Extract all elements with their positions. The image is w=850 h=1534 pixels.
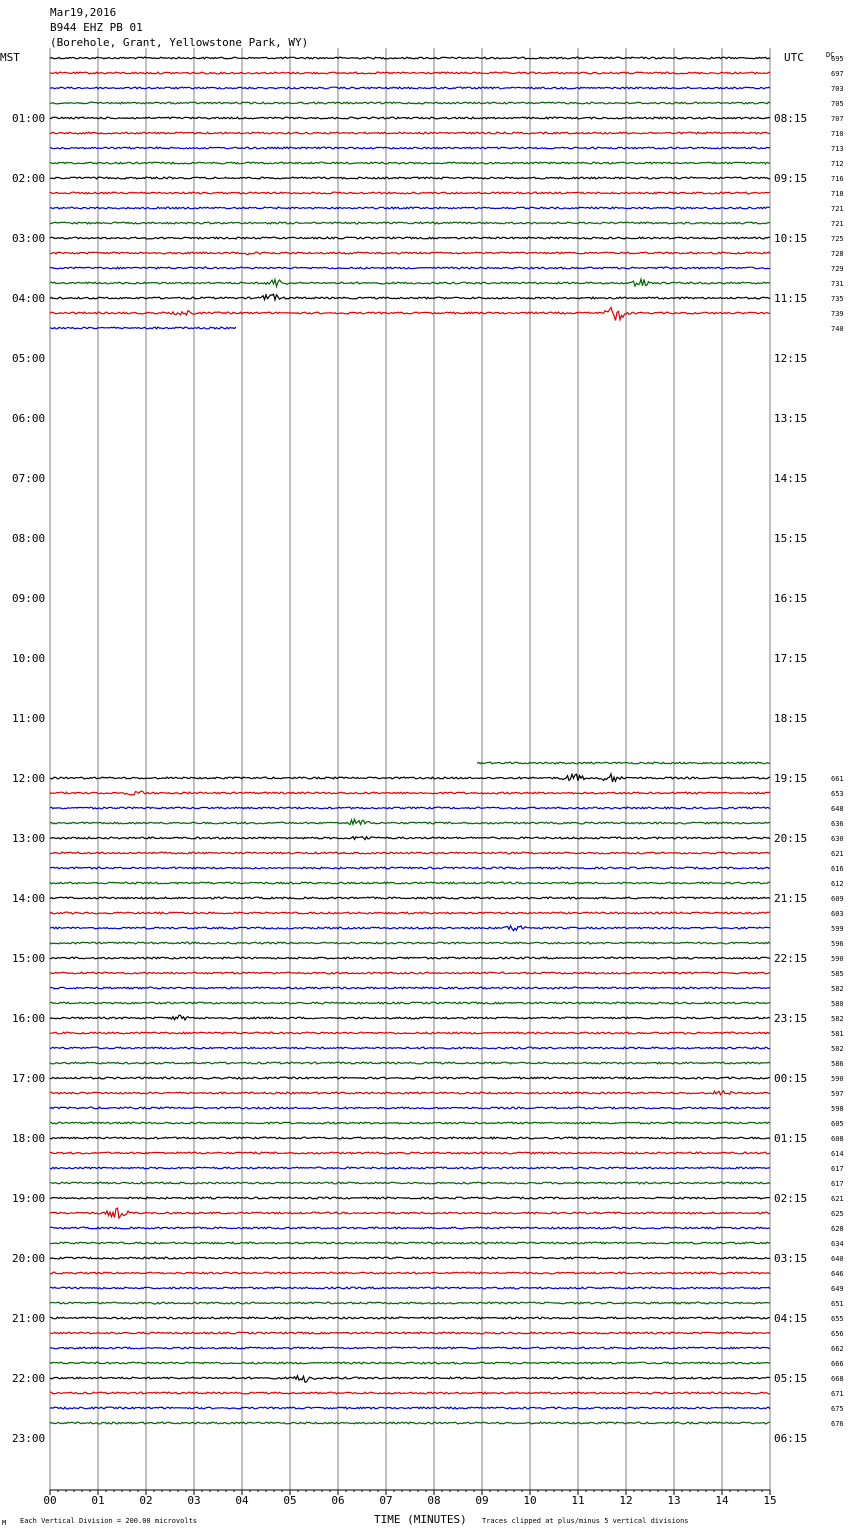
dc-offset-label: 716 xyxy=(831,175,844,183)
hour-label-mst: 06:00 xyxy=(12,412,46,425)
dc-offset-label: 617 xyxy=(831,1180,844,1188)
seismic-trace xyxy=(50,897,770,899)
dc-offset-label: 728 xyxy=(831,250,844,258)
dc-offset-label: 707 xyxy=(831,115,844,123)
seismic-trace xyxy=(50,327,236,329)
dc-offset-label: 621 xyxy=(831,850,844,858)
seismic-trace xyxy=(50,177,770,179)
dc-offset-label: 712 xyxy=(831,160,844,168)
seismic-trace xyxy=(50,267,770,269)
dc-offset-label: 648 xyxy=(831,805,844,813)
seismic-trace xyxy=(50,162,770,164)
dc-offset-label: 597 xyxy=(831,1090,844,1098)
seismic-trace xyxy=(50,867,770,869)
dc-offset-label: 705 xyxy=(831,100,844,108)
seismic-trace xyxy=(50,912,770,914)
seismic-trace xyxy=(50,1047,770,1049)
hour-label-utc: 19:15 xyxy=(774,772,808,785)
seismic-trace xyxy=(50,1227,770,1229)
hour-label-utc: 16:15 xyxy=(774,592,808,605)
x-tick-label: 03 xyxy=(187,1494,201,1507)
label-layer xyxy=(12,55,844,1507)
seismic-trace xyxy=(50,882,770,884)
dc-offset-label: 590 xyxy=(831,955,844,963)
hour-label-mst: 16:00 xyxy=(12,1012,46,1025)
dc-offset-label: 616 xyxy=(831,865,844,873)
hour-label-mst: 15:00 xyxy=(12,952,46,965)
dc-offset-label: 625 xyxy=(831,1210,844,1218)
dc-offset-label: 649 xyxy=(831,1285,844,1293)
header-station: B944 EHZ PB 01 xyxy=(50,21,143,34)
hour-label-mst: 11:00 xyxy=(12,712,46,725)
x-tick-label: 01 xyxy=(91,1494,105,1507)
dc-offset-label: 671 xyxy=(831,1390,844,1398)
trace-layer xyxy=(50,57,770,1424)
hour-label-utc: 01:15 xyxy=(774,1132,808,1145)
seismic-trace xyxy=(50,192,770,194)
dc-offset-label: 703 xyxy=(831,85,844,93)
dc-offset-label: 646 xyxy=(831,1270,844,1278)
dc-offset-label: 640 xyxy=(831,1255,844,1263)
dc-offset-label: 731 xyxy=(831,280,844,288)
hour-label-utc: 15:15 xyxy=(774,532,808,545)
dc-offset-label: 697 xyxy=(831,70,844,78)
hour-label-mst: 13:00 xyxy=(12,832,46,845)
seismic-trace xyxy=(50,147,770,149)
seismic-trace xyxy=(477,762,770,764)
seismic-trace xyxy=(50,57,770,59)
hour-label-mst: 07:00 xyxy=(12,472,46,485)
dc-offset-label: 718 xyxy=(831,190,844,198)
seismic-trace xyxy=(50,279,770,286)
hour-label-mst: 19:00 xyxy=(12,1192,46,1205)
hour-label-mst: 14:00 xyxy=(12,892,46,905)
scale-note: Each Vertical Division = 200.00 microvolts xyxy=(20,1517,198,1525)
seismic-trace xyxy=(50,294,770,300)
dc-offset-label: 710 xyxy=(831,130,844,138)
seismic-trace xyxy=(50,1137,770,1139)
seismic-trace xyxy=(50,102,770,104)
dc-offset-label: 628 xyxy=(831,1225,844,1233)
seismic-trace xyxy=(50,852,770,854)
x-tick-label: 13 xyxy=(667,1494,681,1507)
hour-label-utc: 13:15 xyxy=(774,412,808,425)
seismic-trace xyxy=(50,1091,770,1095)
hour-label-utc: 17:15 xyxy=(774,652,808,665)
x-tick-label: 04 xyxy=(235,1494,249,1507)
seismic-trace xyxy=(50,1287,770,1289)
dc-offset-label: 725 xyxy=(831,235,844,243)
seismic-trace xyxy=(50,1167,770,1169)
hour-label-mst: 18:00 xyxy=(12,1132,46,1145)
left-zone-label: MST xyxy=(0,51,20,64)
dc-offset-label: 582 xyxy=(831,1015,844,1023)
seismic-trace xyxy=(50,1362,770,1364)
x-tick-label: 06 xyxy=(331,1494,345,1507)
minute-grid xyxy=(50,48,770,1495)
hour-label-mst: 20:00 xyxy=(12,1252,46,1265)
dc-offset-label: 612 xyxy=(831,880,844,888)
hour-label-utc: 23:15 xyxy=(774,1012,808,1025)
dc-offset-label: 581 xyxy=(831,1030,844,1038)
hour-label-utc: 18:15 xyxy=(774,712,808,725)
dc-offset-label: 676 xyxy=(831,1420,844,1428)
seismic-trace xyxy=(50,72,770,74)
dc-offset-label: 609 xyxy=(831,895,844,903)
seismic-trace xyxy=(50,942,770,944)
right-zone-label: UTC xyxy=(784,51,804,64)
hour-label-utc: 10:15 xyxy=(774,232,808,245)
seismic-trace xyxy=(50,774,770,782)
hour-label-utc: 20:15 xyxy=(774,832,808,845)
hour-label-mst: 21:00 xyxy=(12,1312,46,1325)
dc-offset-label: 721 xyxy=(831,220,844,228)
hour-label-utc: 02:15 xyxy=(774,1192,808,1205)
hour-label-mst: 12:00 xyxy=(12,772,46,785)
dc-offset-label: 621 xyxy=(831,1195,844,1203)
hour-label-mst: 22:00 xyxy=(12,1372,46,1385)
dc-offset-label: 662 xyxy=(831,1345,844,1353)
hour-label-utc: 06:15 xyxy=(774,1432,808,1445)
hour-label-mst: 02:00 xyxy=(12,172,46,185)
seismic-trace xyxy=(50,926,770,931)
dc-offset-label: 634 xyxy=(831,1240,844,1248)
seismic-trace xyxy=(50,1332,770,1334)
x-tick-label: 08 xyxy=(427,1494,441,1507)
x-tick-label: 09 xyxy=(475,1494,489,1507)
dc-offset-label: 605 xyxy=(831,1120,844,1128)
seismic-trace xyxy=(50,1197,770,1199)
seismic-trace xyxy=(50,87,770,89)
x-tick-label: 02 xyxy=(139,1494,153,1507)
dc-offset-label: 713 xyxy=(831,145,844,153)
x-axis-label: TIME (MINUTES) xyxy=(374,1513,467,1526)
seismic-trace xyxy=(50,1242,770,1244)
dc-offset-label: 586 xyxy=(831,1060,844,1068)
hour-label-utc: 04:15 xyxy=(774,1312,808,1325)
seismic-trace xyxy=(50,1376,770,1382)
seismic-trace xyxy=(50,1077,770,1079)
seismic-trace xyxy=(50,1272,770,1274)
hour-label-mst: 03:00 xyxy=(12,232,46,245)
seismic-trace xyxy=(50,1347,770,1349)
corner-mark: M xyxy=(2,1519,7,1527)
hour-label-utc: 12:15 xyxy=(774,352,808,365)
seismic-trace xyxy=(50,1422,770,1424)
dc-label: DC xyxy=(826,51,835,59)
seismic-trace xyxy=(50,807,770,809)
seismic-trace xyxy=(50,1208,770,1218)
seismic-trace xyxy=(50,1107,770,1109)
seismic-trace xyxy=(50,117,770,119)
header-location: (Borehole, Grant, Yellowstone Park, WY) xyxy=(50,36,309,49)
dc-offset-label: 739 xyxy=(831,310,844,318)
dc-offset-label: 603 xyxy=(831,910,844,918)
x-tick-label: 11 xyxy=(571,1494,585,1507)
seismic-trace xyxy=(50,222,770,224)
dc-offset-label: 729 xyxy=(831,265,844,273)
hour-label-utc: 09:15 xyxy=(774,172,808,185)
dc-offset-label: 598 xyxy=(831,1105,844,1113)
dc-offset-label: 585 xyxy=(831,970,844,978)
hour-label-mst: 09:00 xyxy=(12,592,46,605)
seismic-trace xyxy=(50,1062,770,1064)
dc-offset-label: 590 xyxy=(831,1075,844,1083)
seismic-trace xyxy=(50,1182,770,1184)
dc-offset-label: 630 xyxy=(831,835,844,843)
x-tick-label: 12 xyxy=(619,1494,633,1507)
x-tick-label: 00 xyxy=(43,1494,57,1507)
dc-offset-label: 655 xyxy=(831,1315,844,1323)
dc-offset-label: 661 xyxy=(831,775,844,783)
dc-offset-label: 656 xyxy=(831,1330,844,1338)
dc-offset-label: 735 xyxy=(831,295,844,303)
hour-label-utc: 22:15 xyxy=(774,952,808,965)
hour-label-mst: 10:00 xyxy=(12,652,46,665)
seismic-trace xyxy=(50,1002,770,1004)
seismic-trace xyxy=(50,819,770,824)
hour-label-utc: 08:15 xyxy=(774,112,808,125)
seismic-trace xyxy=(50,132,770,134)
hour-label-utc: 03:15 xyxy=(774,1252,808,1265)
x-tick-label: 15 xyxy=(763,1494,777,1507)
dc-offset-label: 721 xyxy=(831,205,844,213)
seismic-trace xyxy=(50,1317,770,1319)
hour-label-utc: 21:15 xyxy=(774,892,808,905)
dc-offset-label: 582 xyxy=(831,985,844,993)
hour-label-mst: 04:00 xyxy=(12,292,46,305)
seismic-trace xyxy=(50,207,770,209)
clip-note: Traces clipped at plus/minus 5 vertical divisions xyxy=(482,1517,689,1525)
dc-offset-label: 608 xyxy=(831,1135,844,1143)
dc-offset-label: 666 xyxy=(831,1360,844,1368)
seismic-trace xyxy=(50,837,770,840)
seismic-trace xyxy=(50,1122,770,1124)
dc-offset-label: 596 xyxy=(831,940,844,948)
x-tick-label: 14 xyxy=(715,1494,729,1507)
seismic-trace xyxy=(50,791,770,795)
hour-label-utc: 14:15 xyxy=(774,472,808,485)
seismic-trace xyxy=(50,308,770,321)
dc-offset-label: 668 xyxy=(831,1375,844,1383)
dc-offset-label: 651 xyxy=(831,1300,844,1308)
dc-offset-label: 675 xyxy=(831,1405,844,1413)
seismic-trace xyxy=(50,1152,770,1154)
x-tick-label: 07 xyxy=(379,1494,393,1507)
seismic-trace xyxy=(50,972,770,974)
seismic-trace xyxy=(50,1032,770,1034)
dc-offset-label: 695 xyxy=(831,55,844,63)
hour-label-utc: 05:15 xyxy=(774,1372,808,1385)
header-date: Mar19,2016 xyxy=(50,6,117,19)
dc-offset-label: 614 xyxy=(831,1150,844,1158)
hour-label-mst: 01:00 xyxy=(12,112,46,125)
dc-offset-label: 502 xyxy=(831,1045,844,1053)
dc-offset-label: 617 xyxy=(831,1165,844,1173)
dc-offset-label: 599 xyxy=(831,925,844,933)
seismic-trace xyxy=(50,237,770,239)
dc-offset-label: 580 xyxy=(831,1000,844,1008)
seismic-trace xyxy=(50,1015,770,1020)
dc-offset-label: 653 xyxy=(831,790,844,798)
hour-label-mst: 08:00 xyxy=(12,532,46,545)
hour-label-utc: 11:15 xyxy=(774,292,808,305)
seismic-trace xyxy=(50,1392,770,1394)
seismic-trace xyxy=(50,987,770,989)
x-tick-label: 05 xyxy=(283,1494,297,1507)
seismic-trace xyxy=(50,1302,770,1304)
seismic-trace xyxy=(50,1257,770,1259)
x-tick-label: 10 xyxy=(523,1494,537,1507)
seismic-trace xyxy=(50,957,770,959)
hour-label-mst: 05:00 xyxy=(12,352,46,365)
hour-label-utc: 00:15 xyxy=(774,1072,808,1085)
seismic-trace xyxy=(50,252,770,255)
seismic-trace xyxy=(50,1407,770,1409)
dc-offset-label: 740 xyxy=(831,325,844,333)
hour-label-mst: 23:00 xyxy=(12,1432,46,1445)
dc-offset-label: 636 xyxy=(831,820,844,828)
hour-label-mst: 17:00 xyxy=(12,1072,46,1085)
